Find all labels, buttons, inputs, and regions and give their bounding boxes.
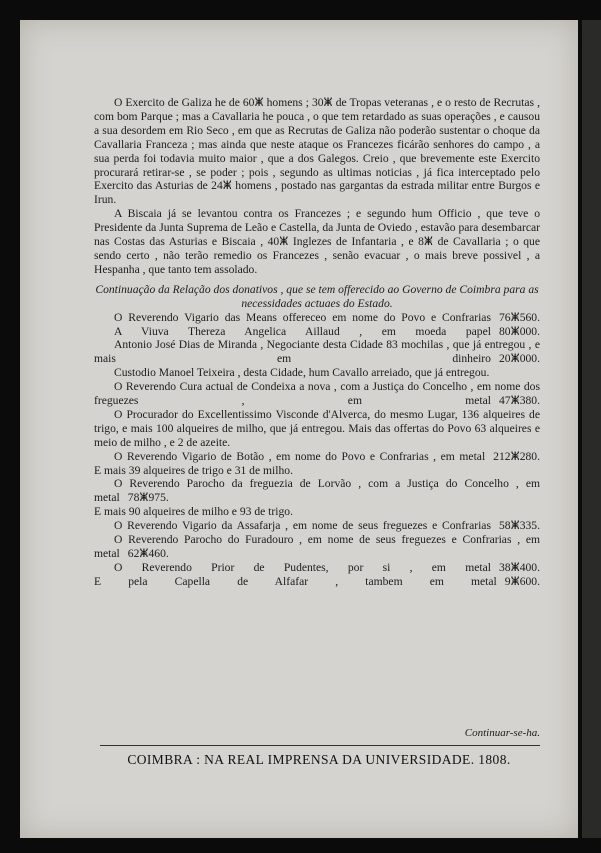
paragraph bbox=[94, 519, 540, 533]
paragraph bbox=[94, 338, 540, 366]
paragraph: A Biscaia já se levantou contra os Francezes ; e segundo hum Officio , que teve o Presidente da Junta Suprema de Leão e Castella, da Junta de Oviedo , estavão para desembarcar nas Costas das Asturias e Biscaia , 40ⵥ Inglezes de Infantaria , e 8ⵥ de Cavallaria ; o que sendo certo , não terão remedio os Francezes , senão evacuar , o mais breve possivel , a Hespanha , que tanto tem assolado. bbox=[94, 207, 540, 276]
entry-text: Antonio José Dias de Miranda , Negociante desta Cidade 83 mochilas , que já entregou , e mais em dinheiro bbox=[94, 338, 540, 366]
entry-amount: 20ⵥ000. bbox=[498, 352, 540, 366]
entry-amount: 47ⵥ380. bbox=[498, 394, 540, 408]
footer-rule bbox=[100, 745, 540, 746]
section-heading: Continuação da Relação dos donativos , que se tem offerecido ao Governo de Coimbra para as necessidades actuaes do Estado. bbox=[95, 282, 539, 310]
paragraph: E mais 39 alqueires de trigo e 31 de milho. bbox=[94, 463, 293, 477]
paragraph: E mais 90 alqueires de milho e 93 de trigo. bbox=[94, 505, 293, 519]
paragraph: O Exercito de Galiza he de 60ⵥ homens ; 30ⵥ de Tropas veteranas , e o resto de Recrutas , com bom Parque ; mas a Cavallaria he pouca , o que tem retardado as suas operações , e causou a sua desordem em Rio Seco , em que as Recrutas de Galiza não poderão sustentar o choque da Cavallaria Franceza ; mas ainda que neste ataque os Francezes ficárão senhores do campo , a sua perda foi todavia muito maior , que a dos Galegos. Creio , que brevemente este Exercito procurará retirar-se , se poder ; pois , segundo as ultimas noticias , já fica interceptado pelo Exercito das Asturias de 24ⵥ homens , postado nas gargantas da estrada militar entre Burgos e Irun. bbox=[94, 96, 540, 207]
body-text bbox=[94, 96, 540, 589]
entry-text: A Viuva Thereza Angelica Aillaud , em moeda papel bbox=[114, 324, 491, 338]
paragraph bbox=[94, 380, 540, 408]
facing-page-edge bbox=[582, 20, 601, 838]
paragraph bbox=[94, 575, 540, 589]
entry-amount: 78ⵥ975. bbox=[127, 491, 169, 505]
paragraph bbox=[94, 477, 540, 505]
paragraph: O Procurador do Excellentissimo Visconde d'Alverca, do mesmo Lugar, 136 alqueires de trigo, e mais 100 alqueires de milho, que já entregou. Mais das offertas do Povo 63 alqueires e meio de milho , e 2 de azeite. bbox=[94, 407, 540, 449]
paragraph bbox=[94, 533, 540, 561]
entry-text: O Reverendo Vigario da Assafarja , em nome de seus freguezes e Confrarias bbox=[114, 519, 491, 533]
paragraph: Custodio Manoel Teixeira , desta Cidade, hum Cavallo arreiado, que já entregou. bbox=[114, 366, 490, 380]
paragraph bbox=[94, 561, 540, 575]
entry-text: O Reverendo Vigario de Botão , em nome do Povo e Confrarias , em metal bbox=[114, 449, 486, 463]
entry-text: O Reverendo Prior de Pudentes, por si , em metal bbox=[114, 560, 491, 574]
paragraph bbox=[94, 325, 540, 339]
entry-text: O Reverendo Vigario das Means offereceo em nome do Povo e Confrarias bbox=[114, 310, 491, 324]
entry-amount: 62ⵥ460. bbox=[127, 547, 169, 560]
entry-text: O Reverendo Parocho do Furadouro , em nome de seus freguezes e Confrarias , em metal bbox=[94, 533, 540, 560]
entry-amount: 76ⵥ560. bbox=[498, 310, 540, 324]
entry-amount: 212ⵥ280. bbox=[493, 449, 540, 463]
entry-amount: 58ⵥ335. bbox=[498, 519, 540, 533]
entry-amount: 80ⵥ000. bbox=[498, 324, 540, 338]
paragraph bbox=[94, 311, 540, 325]
printer-imprint: COIMBRA : NA REAL IMPRENSA DA UNIVERSIDADE. 1808. bbox=[127, 752, 511, 767]
entry-text: O Reverendo Cura actual de Condeixa a nova , com a Justiça do Concelho , em nome dos freguezes , em metal bbox=[94, 380, 540, 408]
paragraph bbox=[94, 450, 540, 464]
entry-text: O Reverendo Parocho da freguezia de Lorvão , com a Justiça do Concelho , em metal bbox=[94, 477, 540, 505]
entry-text: E pela Capella de Alfafar , tambem em metal bbox=[94, 574, 497, 588]
catchword: Continuar-se-ha. bbox=[464, 727, 540, 739]
entry-amount: 38ⵥ400. bbox=[498, 560, 540, 574]
entry-amount: 9ⵥ600. bbox=[504, 574, 540, 588]
